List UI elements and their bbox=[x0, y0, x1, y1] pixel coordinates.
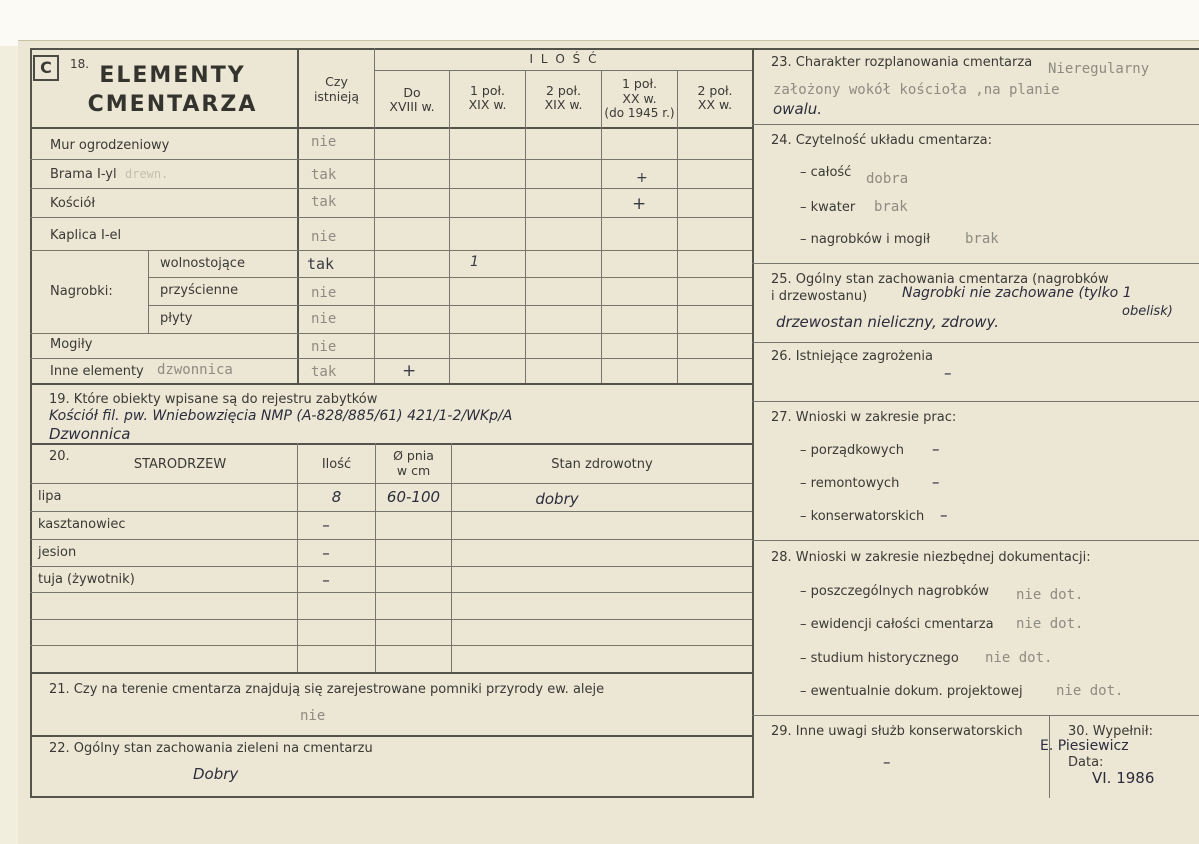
s25-hand-1: Nagrobki nie zachowane (tylko 1 bbox=[902, 285, 1132, 301]
row-mark-brama: + bbox=[636, 170, 648, 186]
s27-b: – remontowych bbox=[800, 476, 900, 491]
s28-d: – ewentualnie dokum. projektowej bbox=[800, 684, 1023, 699]
row-label-wolnostojace: wolnostojące bbox=[160, 256, 245, 271]
row-label-nagrobki: Nagrobki: bbox=[50, 284, 113, 299]
s25-hand-1b: obelisk) bbox=[1122, 304, 1173, 319]
s19-label: 19. Które obiekty wpisane są do rejestru zabytków bbox=[49, 392, 378, 407]
s27-c: – konserwatorskich bbox=[800, 509, 925, 524]
tree-name: jesion bbox=[38, 545, 77, 560]
s30-label: 30. Wypełnił: bbox=[1068, 724, 1153, 739]
s24-kwater-value: brak bbox=[874, 199, 908, 215]
s22-value: Dobry bbox=[193, 765, 239, 783]
s24-calosc-value: dobra bbox=[866, 171, 909, 187]
row-value-kaplica: nie bbox=[311, 229, 337, 245]
s25-label-1: 25. Ogólny stan zachowania cmentarza (nagrobków bbox=[771, 272, 1109, 287]
s23-hand-line: owalu. bbox=[773, 100, 823, 118]
s21-label: 21. Czy na terenie cmentarza znajdują się zarejestrowane pomniki przyrody ew. aleje bbox=[49, 682, 605, 697]
s24-nagrobkow-value: brak bbox=[965, 231, 999, 247]
tree-name: tuja (żywotnik) bbox=[38, 572, 135, 587]
section-letter-box: C bbox=[33, 55, 59, 81]
s26-label: 26. Istniejące zagrożenia bbox=[771, 349, 933, 364]
row-mark-wolnostojace: 1 bbox=[470, 254, 479, 270]
col-header-czy-2: istnieją bbox=[313, 89, 360, 104]
s28-a-value: nie dot. bbox=[1016, 587, 1084, 603]
s25-hand-2: drzewostan nieliczny, zdrowy. bbox=[776, 313, 1000, 331]
s25-label-2: i drzewostanu) bbox=[771, 289, 868, 304]
tree-count: 8 bbox=[331, 488, 342, 506]
s27-a: – porządkowych bbox=[800, 443, 904, 458]
s28-b-value: nie dot. bbox=[1016, 616, 1084, 632]
s28-d-value: nie dot. bbox=[1056, 683, 1124, 699]
s20-col-stan: Stan zdrowotny bbox=[551, 457, 653, 472]
row-label-inne: Inne elementy bbox=[50, 364, 144, 379]
s26-value: – bbox=[944, 364, 952, 382]
period-header-3b: XIX w. bbox=[544, 97, 583, 112]
tree-name: lipa bbox=[38, 489, 62, 504]
row-faint-brama: drewn. bbox=[125, 167, 169, 181]
period-header-4b: XX w. bbox=[622, 91, 657, 106]
row-mark-inne: + bbox=[402, 361, 417, 381]
s20-number: 20. bbox=[49, 449, 70, 464]
s19-line2: Dzwonnica bbox=[49, 425, 131, 443]
row-label-przyscienne: przyścienne bbox=[160, 283, 239, 298]
row-value-przyscienne: nie bbox=[311, 285, 337, 301]
tree-count: – bbox=[322, 544, 330, 562]
tree-name: kasztanowiec bbox=[38, 517, 126, 532]
period-header-1a: Do bbox=[403, 85, 421, 100]
s27-label: 27. Wnioski w zakresie prac: bbox=[771, 410, 957, 425]
period-header-2b: XIX w. bbox=[468, 97, 507, 112]
s28-a: – poszczególnych nagrobków bbox=[800, 584, 990, 599]
s23-typed: Nieregularny bbox=[1048, 61, 1150, 77]
row-label-mur: Mur ogrodzeniowy bbox=[50, 138, 170, 153]
section-title-line2: CMENTARZA bbox=[87, 92, 258, 117]
s30-name: E. Piesiewicz bbox=[1040, 738, 1129, 754]
col-header-ilosc: I L O Ś Ć bbox=[529, 52, 599, 66]
s27-c-value: – bbox=[940, 506, 948, 524]
s24-label: 24. Czytelność układu cmentarza: bbox=[771, 133, 993, 148]
period-header-1b: XVIII w. bbox=[389, 99, 435, 114]
row-mark-kosciol: + bbox=[632, 194, 647, 214]
period-header-4c: (do 1945 r.) bbox=[604, 106, 675, 120]
s20-title: STARODRZEW bbox=[133, 457, 227, 472]
s28-b: – ewidencji całości cmentarza bbox=[800, 617, 994, 632]
s28-label: 28. Wnioski w zakresie niezbędnej dokumentacji: bbox=[771, 550, 1091, 565]
row-label-kosciol: Kościół bbox=[50, 196, 96, 211]
s27-b-value: – bbox=[932, 473, 940, 491]
s27-a-value: – bbox=[932, 440, 940, 458]
row-label-plyty: płyty bbox=[160, 311, 193, 326]
s29-value: – bbox=[883, 753, 891, 771]
row-typed-inne: dzwonnica bbox=[157, 362, 233, 378]
period-header-2a: 1 poł. bbox=[469, 83, 506, 98]
s29-label: 29. Inne uwagi służb konserwatorskich bbox=[771, 724, 1023, 739]
s28-c-value: nie dot. bbox=[985, 650, 1053, 666]
row-label-brama: Brama I-yl bbox=[50, 167, 117, 182]
row-label-mogily: Mogiły bbox=[50, 337, 93, 352]
col-header-czy-1: Czy bbox=[325, 74, 348, 89]
s23-label: 23. Charakter rozplanowania cmentarza bbox=[771, 55, 1033, 70]
s21-value: nie bbox=[300, 708, 326, 724]
s22-label: 22. Ogólny stan zachowania zieleni na cmentarzu bbox=[49, 741, 373, 756]
period-header-4a: 1 poł. bbox=[621, 76, 658, 91]
row-value-brama: tak bbox=[311, 167, 337, 183]
s20-col-ilosc: Ilość bbox=[321, 457, 352, 472]
row-value-wolnostojace: tak bbox=[307, 255, 335, 273]
s24-nagrobkow: – nagrobków i mogił bbox=[800, 232, 931, 247]
tree-count: – bbox=[322, 516, 330, 534]
row-value-plyty: nie bbox=[311, 311, 337, 327]
row-value-inne: tak bbox=[311, 364, 337, 380]
s30-date: VI. 1986 bbox=[1092, 769, 1155, 787]
section-title-line1: ELEMENTY bbox=[99, 63, 246, 88]
row-value-mogily: nie bbox=[311, 339, 337, 355]
s20-col-pnia-a: Ø pnia bbox=[393, 448, 434, 463]
row-value-kosciol: tak bbox=[311, 194, 337, 210]
s28-c: – studium historycznego bbox=[800, 651, 959, 666]
s24-kwater: – kwater bbox=[800, 200, 856, 215]
s30-data-label: Data: bbox=[1068, 755, 1104, 770]
tree-diameter: 60-100 bbox=[386, 488, 441, 506]
s19-line1: Kościół fil. pw. Wniebowzięcia NMP (A-828/885/61) 421/1-2/WKp/A bbox=[49, 408, 513, 424]
s24-calosc: – całość bbox=[800, 165, 852, 180]
tree-state: dobry bbox=[535, 490, 579, 508]
tree-count: – bbox=[322, 571, 330, 589]
row-label-kaplica: Kaplica I-el bbox=[50, 228, 122, 243]
s20-col-pnia-b: w cm bbox=[396, 463, 431, 478]
period-header-3a: 2 poł. bbox=[545, 83, 582, 98]
period-header-5b: XX w. bbox=[697, 97, 733, 112]
section-number: 18. bbox=[70, 57, 90, 71]
period-header-5a: 2 poł. bbox=[697, 83, 733, 98]
s23-typed-line: założony wokół kościoła ,na planie bbox=[773, 82, 1060, 98]
row-value-mur: nie bbox=[311, 134, 337, 150]
